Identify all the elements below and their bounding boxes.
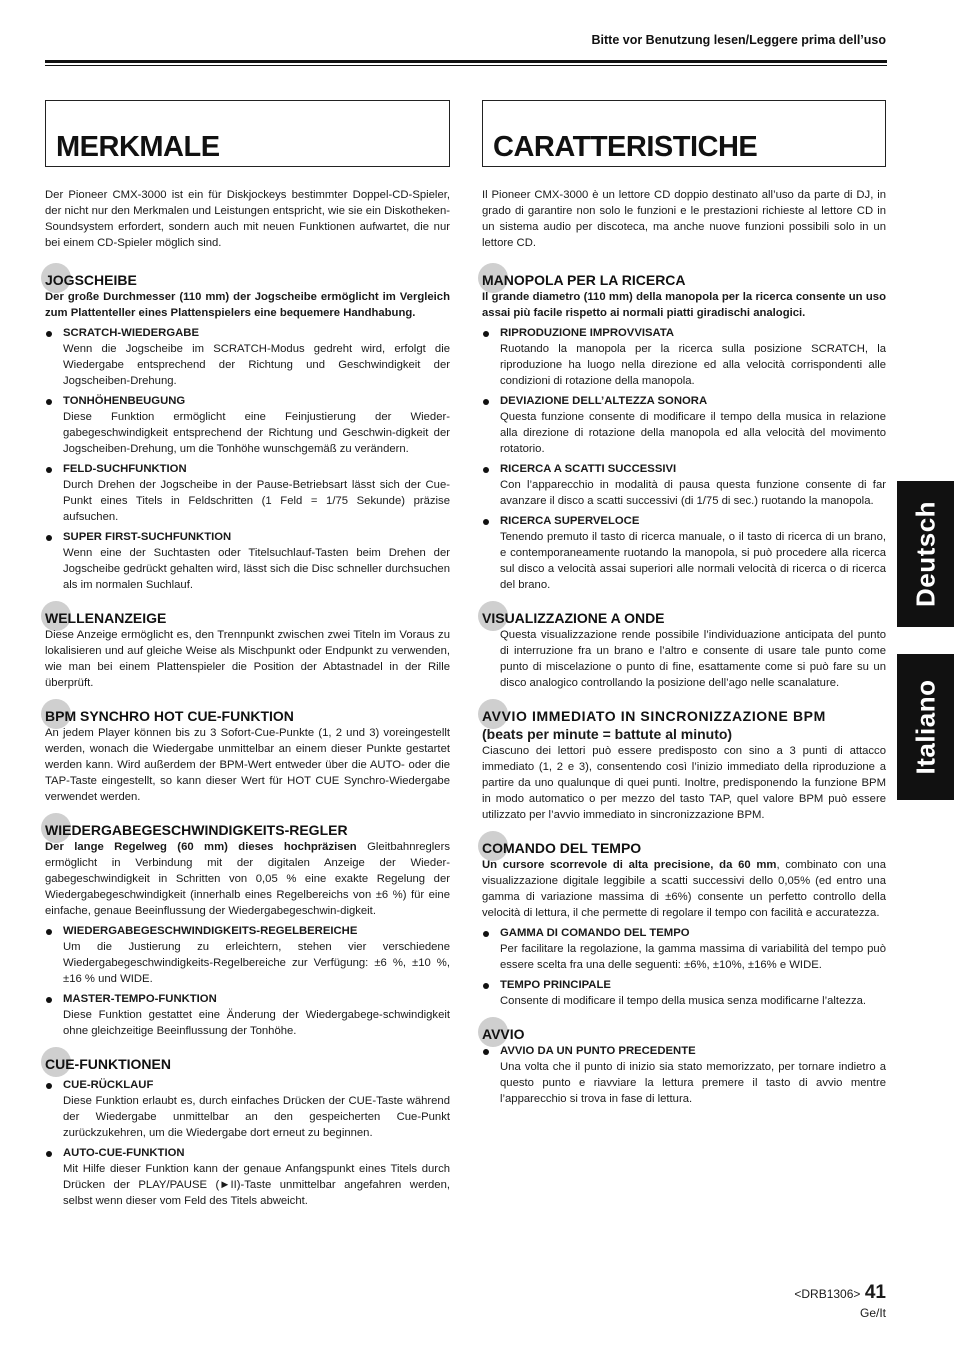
bullet-item [482, 977, 886, 1009]
bullet-item [45, 1077, 450, 1141]
bullet-title: DEVIAZIONE DELL’ALTEZZA SONORA [482, 393, 886, 409]
bullet-text: Wenn die Jogscheibe im SCRATCH-Modus gedreht wird, erfolgt die Wiedergabe entsprechend der Richtung und Geschwindigkeit der Jogscheiben-Drehung. [63, 343, 450, 387]
language-tab-italiano: Italiano [897, 654, 954, 800]
bullet-item [482, 1043, 886, 1107]
intro-text: Der Pioneer CMX-3000 ist ein für Diskjockeys bestimmter Doppel-CD-Spieler, der nicht nur den Merkmalen und Leistungen entspricht, wie sie ein Diskotheken-Soundsystem erfordert, sondern auch mit neuen Funktionen aufwartet, die nur bei einem CD-Spieler möglich sind. [45, 189, 450, 249]
bullet-title: TONHÖHENBEUGUNG [45, 393, 450, 409]
intro-text: Il Pioneer CMX-3000 è un lettore CD doppio destinato all’uso da parte di DJ, in grado di garantire non solo le funzioni e le prestazioni richieste al lettore CD in un sistema audio per discoteca, ma anche nuove funzioni possibili solo in un lettore CD. [482, 189, 886, 249]
bullet-item [45, 393, 450, 457]
section-lead: Der große Durchmesser (110 mm) der Jogscheibe ermöglicht im Vergleich zum Plattenteller eines Plattenspielers eine bequemere Handhabung. [45, 291, 450, 319]
bullet-title: MASTER-TEMPO-FUNKTION [45, 991, 450, 1007]
bullet-text: Diese Funktion gestattet eine Änderung der Wiedergabege-schwindigkeit ohne gleichzeitige Beeinflussung der Tonhöhe. [63, 1009, 450, 1037]
section-heading: MANOPOLA PER LA RICERCA [482, 265, 886, 289]
section-heading: AVVIO IMMEDIATO IN SINCRONIZZAZIONE BPM [482, 701, 886, 725]
bullet-title: TEMPO PRINCIPALE [482, 977, 886, 993]
bullet-title: SCRATCH-WIEDERGABE [45, 325, 450, 341]
bullet-title: RICERCA A SCATTI SUCCESSIVI [482, 461, 886, 477]
bullet-item [482, 925, 886, 973]
section-heading: COMANDO DEL TEMPO [482, 833, 886, 857]
document-code: <DRB1306> [794, 1287, 861, 1301]
page-title-merkmale: MERKMALE [56, 131, 220, 163]
bullet-title: GAMMA DI COMANDO DEL TEMPO [482, 925, 886, 941]
section-text: Diese Anzeige ermöglicht es, den Trennpunkt zwischen zwei Titeln im Voraus zu lokalisieren und auf gleiche Weise als Mischpunkt oder Endpunkt zu verwenden, wie man bei einem Plattenspieler die Position der Abtastnadel in der Rille überprüft. [45, 629, 450, 689]
section-heading: VISUALIZZAZIONE A ONDE [482, 603, 886, 627]
section-heading: AVVIO [482, 1019, 886, 1043]
bullet-text: Wenn eine der Suchtasten oder Titelsuchlauf-Tasten beim Drehen der Jogscheibe gedrückt gehalten wird, lässt sich die Disc schneller durchsuchen als im normalen Suchlauf. [63, 547, 450, 591]
section-wellenanzeige [45, 603, 450, 691]
section-wiedergabe-regler [45, 815, 450, 1039]
section-visualizzazione [482, 603, 886, 691]
bullet-title: WIEDERGABEGESCHWINDIGKEITS-REGELBEREICHE [45, 923, 450, 939]
bullet-item [45, 461, 450, 525]
section-bpm-synchro [45, 701, 450, 805]
language-code: Ge/It [859, 1306, 886, 1320]
title-box-caratteristiche [482, 100, 886, 167]
bullet-text: Tenendo premuto il tasto di ricerca manuale, o il tasto di ricerca di un brano, e contemporaneamente ruotando la manopola, si può procedere alla ricerca sul disco a velocità assai superiori alle normali velocità di ricerca o di ricerca del brano. [500, 531, 886, 591]
bullet-title: SUPER FIRST-SUCHFUNKTION [45, 529, 450, 545]
bullet-text: Durch Drehen der Jogscheibe in der Pause-Betriebsart lässt sich der Cue-Punkt eines Titels in Feldschritten (1 Feld = 1/75 Sekunde) präzise aufsuchen. [63, 479, 450, 523]
section-comando-tempo [482, 833, 886, 1009]
section-cue-funktionen [45, 1049, 450, 1209]
bullet-item [482, 513, 886, 593]
bullet-text: Questa funzione consente di modificare il tempo della musica in relazione alla direzione di rotazione della manopola ed alla velocità del movimento rotatorio. [500, 411, 886, 455]
bullet-title: AUTO-CUE-FUNKTION [45, 1145, 450, 1161]
bullet-item [482, 325, 886, 389]
bullet-text: Una volta che il punto di inizio sia stato memorizzato, per tornare indietro a questo punto e riavviare la lettura premere il tasto di avvio mentre l’apparecchio si trova in fase di lettura. [500, 1061, 886, 1105]
header-rule [45, 60, 887, 66]
bullet-title: RICERCA SUPERVELOCE [482, 513, 886, 529]
section-text: Der lange Regelweg (60 mm) dieses hochpräzisen Gleitbahnreglers ermöglicht in Verbindung mit der digitalen Anzeige der Wieder-gabegeschwindigkeit in Schritten von 0,05 % eine exakte Regelung der Wiedergabegeschwindigkeit (innerhalb eines Regelbereichs von ±6 %) für eine einfache, genaue Beeinflussung der Wiedergabegeschwin-digkeit. [45, 841, 451, 917]
bullet-item [45, 923, 450, 987]
bullet-item [45, 325, 450, 389]
bullet-text: Diese Funktion erlaubt es, durch einfaches Drücken der CUE-Taste während der Wiedergabe unmittelbar an den gespeicherten Cue-Punkt zurückzukehren, um die Wiedergabe dort erneut zu beginnen. [63, 1095, 450, 1139]
page-footer [794, 1282, 886, 1320]
section-subheading: (beats per minute = battute al minuto) [482, 726, 733, 742]
bullet-text: Ruotando la manopola per la ricerca sulla posizione SCRATCH, la riproduzione ha luogo nella direzione ed alla velocità corrispondenti alle condizioni di rotazione della manopola. [500, 343, 886, 387]
bullet-text: Consente di modificare il tempo della musica senza modificarne l’altezza. [500, 995, 867, 1007]
section-lead: Il grande diametro (110 mm) della manopola per la ricerca consente un uso assai più facile rispetto ai normali piatti giradischi analogici. [482, 291, 886, 319]
bullet-item [45, 991, 450, 1039]
bullet-text: Diese Funktion ermöglicht eine Feinjustierung der Wieder-gabegeschwindigkeit entsprechend der Richtung und Geschwin-digkeit der Jogscheiben-Drehung, um die Tonhöhe wunschgemäß zu verändern. [63, 411, 450, 455]
section-heading: BPM SYNCHRO HOT CUE-FUNKTION [45, 701, 450, 725]
section-heading: WIEDERGABEGESCHWINDIGKEITS-REGLER [45, 815, 450, 839]
section-jogscheibe [45, 265, 450, 593]
bullet-text: Mit Hilfe dieser Funktion kann der genaue Anfangspunkt eines Titels durch Drücken der PLAY/PAUSE (►II)-Taste unmittelbar angefahren werden, selbst wenn dieser vom Feld des Titels abweicht. [63, 1163, 450, 1207]
section-heading: JOGSCHEIBE [45, 265, 450, 289]
column-german [45, 100, 450, 1209]
bullet-title: FELD-SUCHFUNKTION [45, 461, 450, 477]
language-tab-deutsch: Deutsch [897, 481, 954, 627]
bullet-title: CUE-RÜCKLAUF [45, 1077, 450, 1093]
title-box-merkmale [45, 100, 450, 167]
section-text: An jedem Player können bis zu 3 Sofort-Cue-Punkte (1, 2 und 3) voreingestellt werden, wonach die Wiedergabe unmittelbar an einem dieser Punkte gestartet werden kann. Wird außerdem der BPM-Wert entweder über die AUTO- oder die TAP-Taste eingestellt, so kann dieser Wert für HOT CUE Synchro-Wiedergabe verwendet werden. [45, 727, 450, 803]
section-text: Un cursore scorrevole di alta precisione, da 60 mm, combinato con una visualizzazione digitale leggibile a scatti successivi dello 0,05% (ed entro una gamma di variazione massima di ±6%) consente un perfetto controllo della velocità di lettura, il che permette di regolare il tempo con facilità e accuratezza. [482, 859, 886, 919]
bullet-item [45, 1145, 450, 1209]
section-text: Questa visualizzazione rende possibile l’individuazione anticipata del punto di interruzione fra un brano e l’altro e consente di usare tale punto come punto di miscelazione o punto di fine, esattamente come si può fare su un disco analogico controllando la posizione dell’ago nelle scanalature. [500, 629, 886, 689]
bullet-text: Per facilitare la regolazione, la gamma massima di variabilità del tempo può essere scelta fra una delle seguenti: ±6%, ±10%, ±16% e WIDE. [500, 943, 886, 971]
section-manopola [482, 265, 886, 593]
section-text: Ciascuno dei lettori può essere predisposto con sino a 3 punti di attacco immediato (1, 2 e 3), consentendo così l’inizio immediato della riproduzione a partire da uno qualunque di quei punti. Inoltre, predisponendo la funzione BPM in modo automatico o per mezzo del tasto TAP, quel valore BPM può essere utilizzato per l’avvio immediato in sincronizzazione BPM. [482, 745, 886, 821]
section-heading: CUE-FUNKTIONEN [45, 1049, 450, 1073]
page-number: 41 [864, 1282, 886, 1303]
bullet-item [45, 529, 450, 593]
bullet-item [482, 393, 886, 457]
bullet-title: RIPRODUZIONE IMPROVVISATA [482, 325, 886, 341]
page-title-caratteristiche: CARATTERISTICHE [493, 131, 758, 163]
section-avvio [482, 1019, 886, 1107]
section-heading: WELLENANZEIGE [45, 603, 450, 627]
bullet-text: Con l’apparecchio in modalità di pausa questa funzione consente di far avanzare il disco a scatti successivi (di 1/75 di sec.) ruotando la manopola. [500, 479, 886, 507]
bullet-item [482, 461, 886, 509]
column-italian [482, 100, 886, 1107]
section-avvio-bpm [482, 701, 886, 823]
bullet-text: Um die Justierung zu erleichtern, stehen vier verschiedene Wiedergabegeschwindigkeits-Regelbereiche zur Verfügung: ±6 %, ±10 %, ±16 % und WIDE. [63, 941, 450, 985]
running-header: Bitte vor Benutzung lesen/Leggere prima dell’uso [591, 33, 886, 47]
bullet-title: AVVIO DA UN PUNTO PRECEDENTE [482, 1043, 886, 1059]
